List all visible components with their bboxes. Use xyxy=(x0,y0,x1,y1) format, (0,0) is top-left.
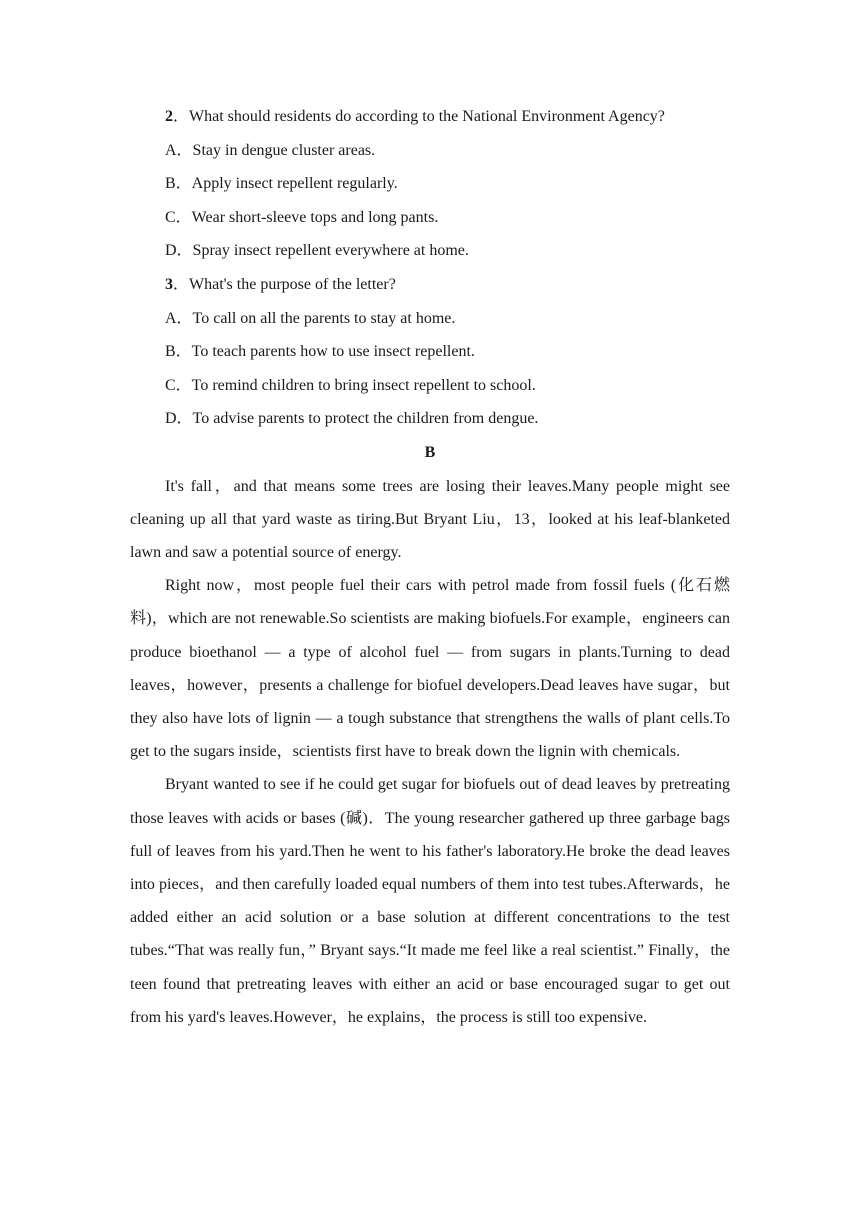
answer-option: D．To advise parents to protect the children from dengue. xyxy=(165,410,539,428)
answer-option: B．Apply insect repellent regularly. xyxy=(165,175,398,193)
answer-option: D．Spray insect repellent everywhere at home. xyxy=(165,242,469,260)
section-heading: B xyxy=(424,443,436,461)
answer-option: C．To remind children to bring insect repellent to school. xyxy=(165,376,536,394)
answer-option: B．To teach parents how to use insect repellent. xyxy=(165,343,475,361)
question-3 xyxy=(130,268,730,436)
document-page xyxy=(130,100,730,1034)
question-number: 3 xyxy=(165,275,173,293)
answer-option: C．Wear short‑sleeve tops and long pants. xyxy=(165,208,439,226)
passage-paragraph: It's fall，and that means some trees are losing their leaves.Many people might see cleaning up all that yard waste as tiring.But Bryant Liu，13，looked at his leaf‑blanketed lawn and saw a potential source of energy. xyxy=(130,477,730,561)
question-text: What's the purpose of the letter? xyxy=(189,275,396,293)
question-2 xyxy=(130,100,730,268)
question-number: 2 xyxy=(165,108,173,125)
passage-paragraph: Bryant wanted to see if he could get sugar for biofuels out of dead leaves by pretreating those leaves with acids or bases (碱)．The young researcher gathered up three garbage bags full of leaves from his yard.Then he went to his father's laboratory.He broke the dead leaves into pieces，and then carefully loaded equal numbers of them into test tubes.Afterwards，he added either an acid solution or a base solution at different concentrations to the test tubes.“That was really fun，” Bryant says.“It made me feel like a real scientist.” Finally，the teen found that pretreating leaves with either an acid or base encouraged sugar to get out from his yard's leaves.However，he explains，the process is still too expensive. xyxy=(130,776,730,1026)
answer-option: A．Stay in dengue cluster areas. xyxy=(165,141,376,159)
question-stem: 3．What's the purpose of the letter? xyxy=(165,275,396,293)
question-text: What should residents do according to the National Environment Agency? xyxy=(189,108,665,125)
passage-paragraph: Right now，most people fuel their cars with petrol made from fossil fuels (化石燃料)，which are not renewable.So scientists are making biofuels.For example，engineers can produce bioethanol — a type of alcohol fuel — from sugars in plants.Turning to dead leaves，however，presents a challenge for biofuel developers.Dead leaves have sugar，but they also have lots of lignin — a tough substance that strengthens the walls of plant cells.To get to the sugars inside，scientists first have to break down the lignin with chemicals. xyxy=(130,577,730,761)
question-stem: 2．What should residents do according to the National Environment Agency? xyxy=(165,108,665,125)
answer-option: A．To call on all the parents to stay at home. xyxy=(165,309,456,327)
